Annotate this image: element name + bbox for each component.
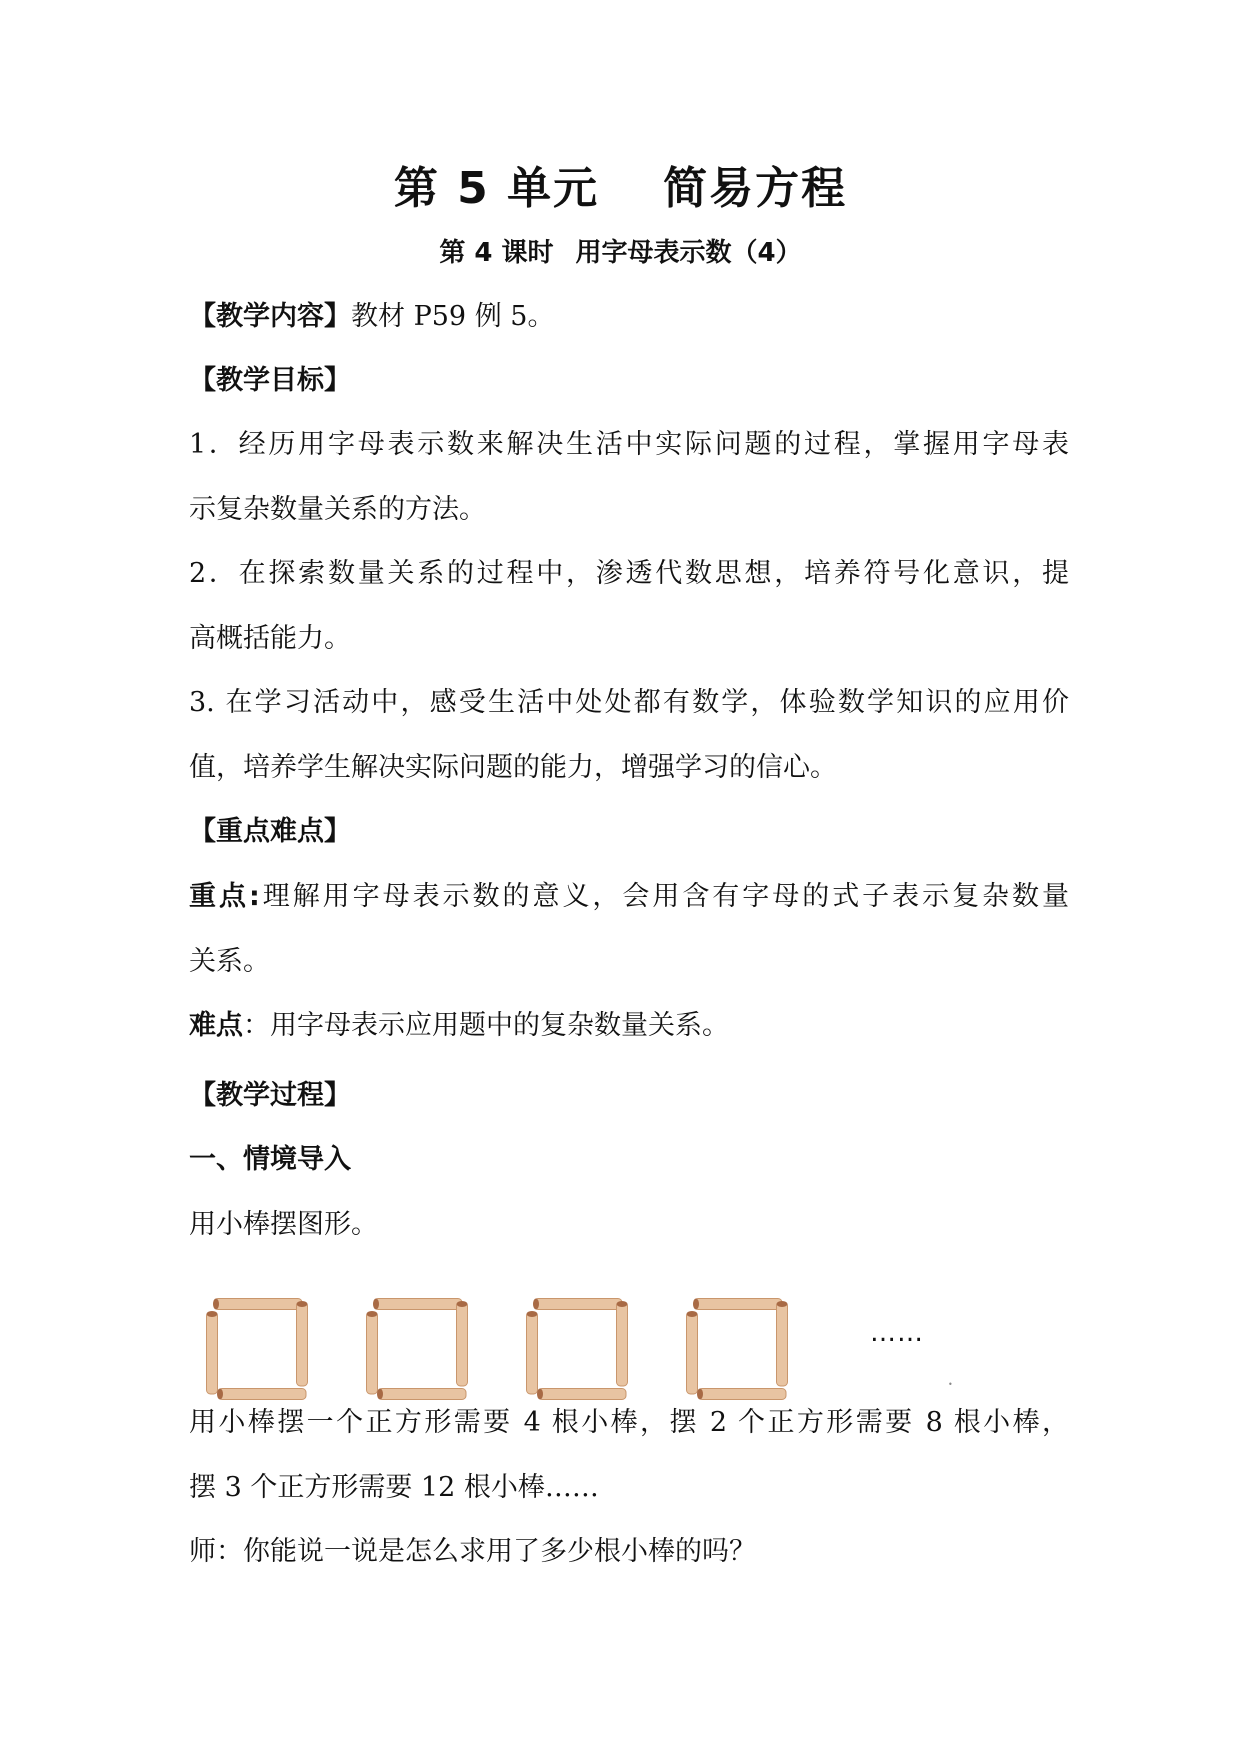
objective-3-line-1: 3. 在学习活动中，感受生活中处处都有数学，体验数学知识的应用价 — [189, 687, 1069, 718]
figure-marker: • — [948, 1380, 953, 1389]
unit-title — [0, 152, 1241, 216]
teacher-question: 师：你能说一说是怎么求用了多少根小棒的吗？ — [189, 1536, 756, 1567]
stick-right — [617, 1301, 628, 1386]
stick-top — [373, 1299, 462, 1310]
stick-left — [367, 1311, 378, 1394]
key-point-line-1 — [189, 877, 1069, 917]
lesson-topic: 用字母表示数（4） — [575, 238, 802, 268]
teaching-content-heading: 【教学内容】 — [189, 301, 351, 332]
stick-left — [527, 1311, 538, 1394]
lesson-subtitle — [0, 232, 1241, 269]
key-point-text: 理解用字母表示数的意义，会用含有字母的式子表示复杂数量 — [259, 881, 1069, 912]
unit-name: 简易方程 — [663, 163, 848, 214]
process-heading: 【教学过程】 — [189, 1080, 351, 1111]
objective-2-line-1: 2．在探索数量关系的过程中，渗透代数思想，培养符号化意识，提 — [189, 558, 1069, 589]
stick-right — [777, 1301, 788, 1386]
difficult-point — [189, 1006, 1069, 1046]
section-1-heading: 一、情境导入 — [189, 1144, 351, 1175]
lesson-number: 第 4 课时 — [439, 238, 554, 268]
unit-number: 第 5 单元 — [393, 163, 600, 214]
stick-top — [213, 1299, 302, 1310]
keypoints-heading: 【重点难点】 — [189, 816, 351, 847]
stick-bottom — [537, 1389, 626, 1400]
stick-bottom — [377, 1389, 466, 1400]
objective-3-line-2: 值，培养学生解决实际问题的能力，增强学习的信心。 — [189, 752, 837, 783]
objective-1-line-1: 1．经历用字母表示数来解决生活中实际问题的过程，掌握用字母表 — [189, 429, 1069, 460]
intro-text: 用小棒摆图形。 — [189, 1209, 378, 1240]
difficult-point-text: ：用字母表示应用题中的复杂数量关系。 — [243, 1010, 729, 1041]
objective-2-line-2: 高概括能力。 — [189, 623, 351, 654]
stick-top — [693, 1299, 782, 1310]
stick-bottom — [697, 1389, 786, 1400]
teaching-content — [189, 297, 1069, 337]
paragraph-line-2: 摆 3 个正方形需要 12 根小棒…… — [189, 1472, 599, 1503]
stick-left — [687, 1311, 698, 1394]
objective-1-line-2: 示复杂数量关系的方法。 — [189, 494, 486, 525]
teaching-content-text: 教材 P59 例 5。 — [351, 301, 555, 332]
objectives-heading: 【教学目标】 — [189, 365, 351, 396]
figure-ellipsis: …… — [870, 1318, 924, 1348]
stick-bottom — [217, 1389, 306, 1400]
stick-top — [533, 1299, 622, 1310]
stick-left — [207, 1311, 218, 1394]
key-point-label: 重点: — [189, 881, 260, 912]
difficult-point-label: 难点 — [189, 1010, 243, 1041]
paragraph-line-1: 用小棒摆一个正方形需要 4 根小棒，摆 2 个正方形需要 8 根小棒， — [189, 1407, 1069, 1438]
key-point-line-2: 关系。 — [189, 946, 270, 977]
stick-right — [457, 1301, 468, 1386]
stick-right — [297, 1301, 308, 1386]
